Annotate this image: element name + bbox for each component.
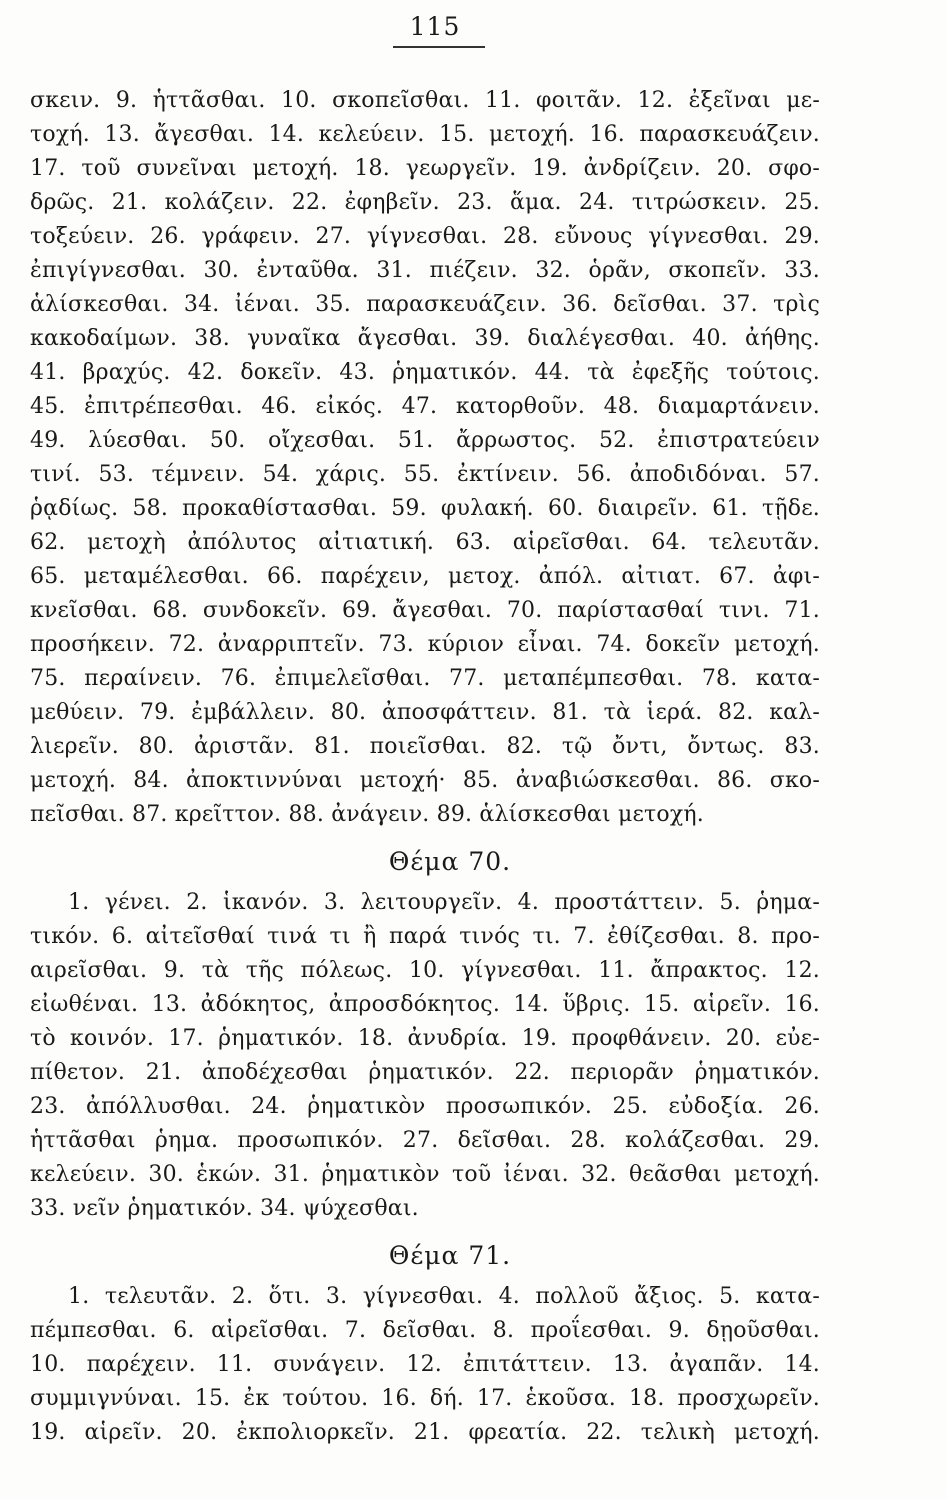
text-line: λιερεῖν. 80. ἀριστᾶν. 81. ποιεῖσθαι. 82. τῷ ὄντι, ὄντως. 83. [30,734,820,759]
text-line: τικόν. 6. αἰτεῖσθαί τινά τι ἢ παρά τινός τι. 7. ἐθίζεσθαι. 8. προ- [30,924,820,949]
text-line: 45. ἐπιτρέπεσθαι. 46. εἰκός. 47. κατορθοῦν. 48. διαμαρτάνειν. [30,394,820,419]
text-line: 65. μεταμέλεσθαι. 66. παρέχειν, μετοχ. ἀπόλ. αἰτιατ. 67. ἀφι- [30,564,820,589]
text-line: πεῖσθαι. 87. κρεῖττον. 88. ἀνάγειν. 89. ἁλίσκεσθαι μετοχή. [30,802,704,827]
text-line: εἰωθέναι. 13. ἀδόκητος, ἀπροσδόκητος. 14. ὕβρις. 15. αἱρεῖν. 16. [30,992,820,1017]
text-line: 19. αἱρεῖν. 20. ἐκπολιορκεῖν. 21. φρεατία. 22. τελικὴ μετοχή. [30,1420,820,1445]
text-line: τοχή. 13. ἄγεσθαι. 14. κελεύειν. 15. μετοχή. 16. παρασκευάζειν. [30,122,820,147]
text-line: 1. γένει. 2. ἱκανόν. 3. λειτουργεῖν. 4. προστάττειν. 5. ῥημα- [68,890,820,915]
text-line: 33. νεῖν ῥηματικόν. 34. ψύχεσθαι. [30,1196,419,1221]
text-line: τοξεύειν. 26. γράφειν. 27. γίγνεσθαι. 28. εὔνους γίγνεσθαι. 29. [30,224,820,249]
text-line: 41. βραχύς. 42. δοκεῖν. 43. ῥηματικόν. 44. τὰ ἐφεξῆς τούτοις. [30,360,820,385]
text-line: προσήκειν. 72. ἀναρριπτεῖν. 73. κύριον εἶναι. 74. δοκεῖν μετοχή. [30,632,820,657]
text-line: αιρεῖσθαι. 9. τὰ τῆς πόλεως. 10. γίγνεσθαι. 11. ἄπρακτος. 12. [30,958,820,983]
text-line: πίθετον. 21. ἀποδέχεσθαι ῥηματικόν. 22. περιορᾶν ῥηματικόν. [30,1060,820,1085]
text-line: πέμπεσθαι. 6. αἱρεῖσθαι. 7. δεῖσθαι. 8. προΐεσθαι. 9. δῃοῦσθαι. [30,1318,820,1343]
text-line: ῥᾳδίως. 58. προκαθίστασθαι. 59. φυλακή. 60. διαιρεῖν. 61. τῇδε. [30,496,820,521]
text-line: μεθύειν. 79. ἐμβάλλειν. 80. ἀποσφάττειν. 81. τὰ ἱερά. 82. καλ- [30,700,820,725]
text-line: κνεῖσθαι. 68. συνδοκεῖν. 69. ἄγεσθαι. 70. παρίστασθαί τινι. 71. [30,598,820,623]
text-line: 75. περαίνειν. 76. ἐπιμελεῖσθαι. 77. μεταπέμπεσθαι. 78. κατα- [30,666,820,691]
text-line: συμμιγνύναι. 15. ἐκ τούτου. 16. δή. 17. ἑκοῦσα. 18. προσχωρεῖν. [30,1386,820,1411]
text-line: ἡττᾶσθαι ῥημα. προσωπικόν. 27. δεῖσθαι. 28. κολάζεσθαι. 29. [30,1128,820,1153]
section-heading: Θέμα 70. [388,847,512,876]
text-line: ἁλίσκεσθαι. 34. ἰέναι. 35. παρασκευάζειν. 36. δεῖσθαι. 37. τρὶς [30,292,820,317]
text-line: ἐπιγίγνεσθαι. 30. ἐνταῦθα. 31. πιέζειν. 32. ὁρᾶν, σκοπεῖν. 33. [30,258,820,283]
text-line: κακοδαίμων. 38. γυναῖκα ἄγεσθαι. 39. διαλέγεσθαι. 40. ἀήθης. [30,326,820,351]
text-line: κελεύειν. 30. ἑκών. 31. ῥηματικὸν τοῦ ἰέναι. 32. θεᾶσθαι μετοχή. [30,1162,820,1187]
text-line: 10. παρέχειν. 11. συνάγειν. 12. ἐπιτάττειν. 13. ἀγαπᾶν. 14. [30,1352,820,1377]
text-line: τὸ κοινόν. 17. ῥηματικόν. 18. ἀνυδρία. 19. προφθάνειν. 20. εὐε- [30,1026,820,1051]
text-line: 1. τελευτᾶν. 2. ὅτι. 3. γίγνεσθαι. 4. πολλοῦ ἄξιος. 5. κατα- [68,1284,820,1309]
text-line: μετοχή. 84. ἀποκτιννύναι μετοχή· 85. ἀναβιώσκεσθαι. 86. σκο- [30,768,820,793]
text-line: δρῶς. 21. κολάζειν. 22. ἐφηβεῖν. 23. ἅμα. 24. τιτρώσκειν. 25. [30,190,820,215]
text-line: 17. τοῦ συνεῖναι μετοχή. 18. γεωργεῖν. 19. ἀνδρίζειν. 20. σφο- [30,156,820,181]
header-rule [393,46,485,48]
text-line: 49. λύεσθαι. 50. οἴχεσθαι. 51. ἄρρωστος. 52. ἐπιστρατεύειν [30,428,820,453]
text-line: 23. ἀπόλλυσθαι. 24. ῥηματικὸν προσωπικόν. 25. εὐδοξία. 26. [30,1094,820,1119]
section-heading: Θέμα 71. [388,1241,512,1270]
page-number: 115 [409,12,461,41]
text-line: τινί. 53. τέμνειν. 54. χάρις. 55. ἐκτίνειν. 56. ἀποδιδόναι. 57. [30,462,820,487]
text-line: σκειν. 9. ἡττᾶσθαι. 10. σκοπεῖσθαι. 11. φοιτᾶν. 12. ἐξεῖναι με- [30,88,820,113]
text-line: 62. μετοχὴ ἀπόλυτος αἰτιατική. 63. αἱρεῖσθαι. 64. τελευτᾶν. [30,530,820,555]
